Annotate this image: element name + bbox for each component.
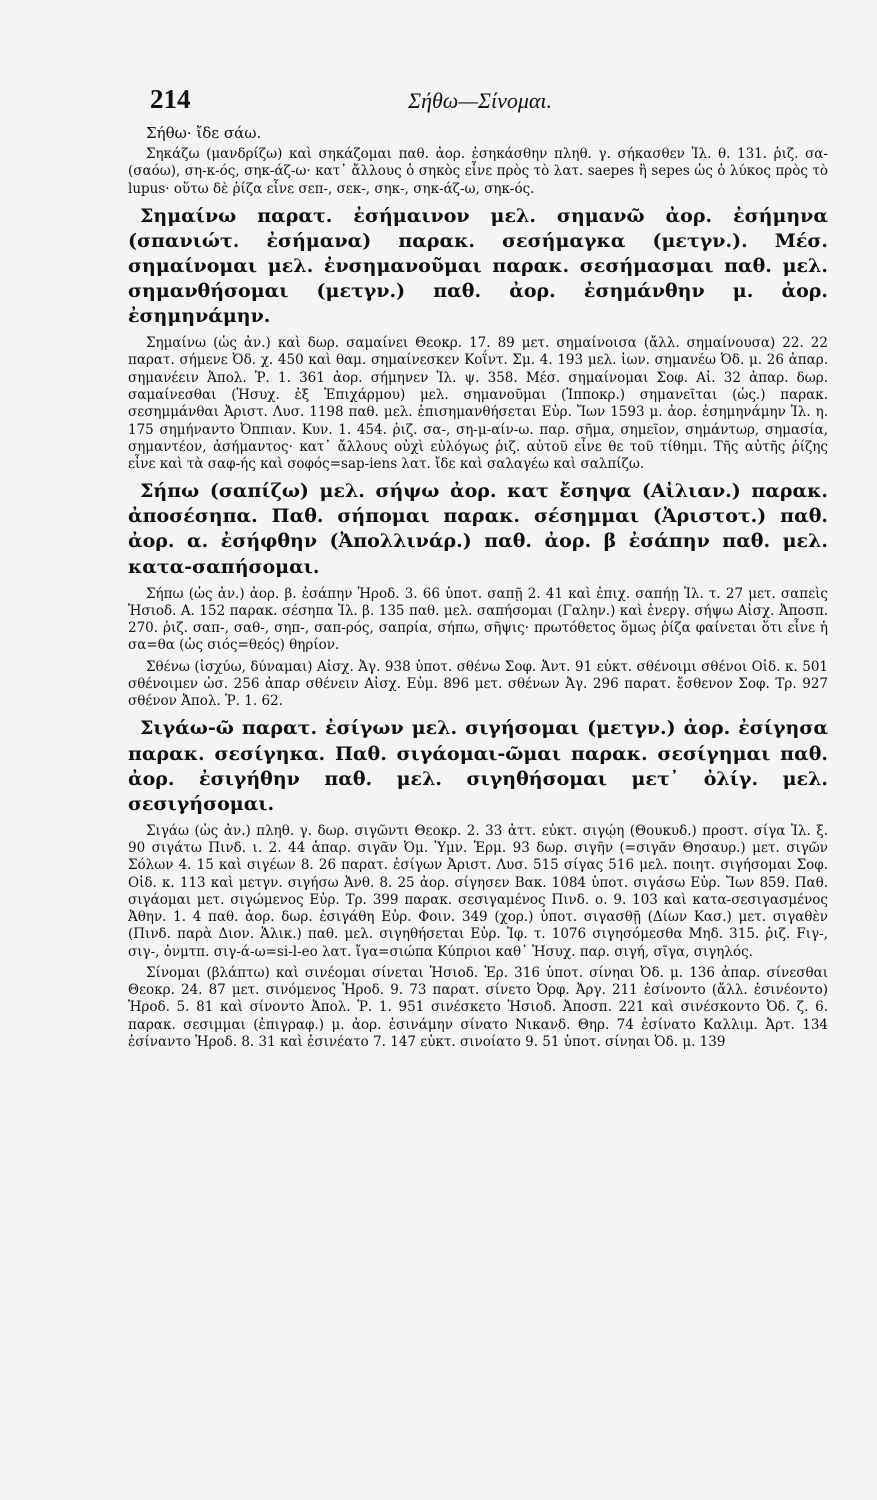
running-head — [128, 78, 828, 120]
entry-sitho: Σήθω· ἴδε σάω. — [146, 124, 262, 142]
page-number: 214 — [150, 84, 191, 114]
entry-sepo-detail: Σήπω (ὡς ἀν.) ἀορ. β. ἐσάπην Ἡροδ. 3. 66 ὑποτ. σαπῇ 2. 41 καὶ ἐπιχ. σαπήῃ Ἰλ. τ. 27 μετ. σαπεὶς Ἡσιοδ. Α. 152 παρακ. σέσηπα Ἰλ. β. 135 παθ. μελ. σαπήσομαι (Γαλην.) καὶ ἐνεργ. σήψω Αἰσχ. Ἀποσπ. 270. ῥιζ. σαπ-, σαθ-, σηπ-, σαπ-ρός, σαπρία, σήπω, σῆψις· πρωτόθετος ὅμως ῥίζα φαίνεται ὅτι εἶνε ἡ σα=θα (ὡς σιός=θεός) θηρίον. — [128, 585, 828, 654]
entry-sigao-summary: Σιγάω-ῶ παρατ. ἐσίγων μελ. σιγήσομαι (μετγν.) ἀορ. ἐσίγησα παρακ. σεσίγηκα. Παθ. σιγάομαι-ῶμαι παρακ. σεσίγημαι παθ. ἀορ. ἐσιγήθην παθ. μελ. σιγηθήσομαι μετ᾽ ὀλίγ. μελ. σεσιγήσομαι. — [128, 717, 828, 815]
entry-sepo-summary: Σήπω (σαπίζω) μελ. σήψω ἀορ. κατ ἔσηψα (Αἰλιαν.) παρακ. ἀποσέσηπα. Παθ. σήπομαι παρακ. σέσημμαι (Ἀριστοτ.) παθ. ἀορ. α. ἐσήφθην (Ἀπολλινάρ.) παθ. ἀορ. β ἐσάπην παθ. μελ. κατα-σαπήσομαι. — [128, 480, 828, 578]
entry-semaino-detail: Σημαίνω (ὡς ἀν.) καὶ δωρ. σαμαίνει Θεοκρ. 17. 89 μετ. σημαίνοισα (ἄλλ. σημαίνουσα) 22. 22 παρατ. σήμενε Ὀδ. χ. 450 καὶ θαμ. σημαίνεσκεν Κοΐντ. Σμ. 4. 193 μελ. ἰων. σημανέω Ὀδ. μ. 26 ἀπαρ. σημανέειν Ἀπολ. Ῥ. 1. 361 ἀορ. σήμηνεν Ἰλ. ψ. 358. Μέσ. σημαίνομαι Σοφ. Αἰ. 32 ἀπαρ. δωρ. σαμαίνεσθαι (Ἡσυχ. ἐξ Ἐπιχάρμου) μελ. σημανοῦμαι (Ἱπποκρ.) σημανεῖται (ὡς.) παρακ. σεσημμάνθαι Ἀριστ. Λυσ. 1198 παθ. μελ. ἐπισημανθήσεται Εὐρ. Ἴων 1593 μ. ἀορ. ἐσημηνάμην Ἰλ. η. 175 σημήναντο Ὀππιαν. Κυν. 1. 454. ῥιζ. σα-, ση-μ-αίν-ω. παρ. σῆμα, σημεῖον, σημάντωρ, σημασία, σημαντέον, ἀσήμαντος· κατ᾽ ἄλλους οὐχὶ εὐλόγως ῥιζ. αὐτοῦ εἶνε θε τοῦ τίθημι. Τῆς αὐτῆς ῥίζης εἶνε καὶ τὰ σαφ-ής καὶ σοφός=sap-iens λατ. ἴδε καὶ σαλαγέω καὶ σαλπίζω. — [128, 335, 828, 473]
entry-sinomai: Σίνομαι (βλάπτω) καὶ σινέομαι σίνεται Ἡσιοδ. Ἐρ. 316 ὑποτ. σίνηαι Ὀδ. μ. 136 ἀπαρ. σίνεσθαι Θεοκρ. 24. 87 μετ. σινόμενος Ἡροδ. 9. 73 παρατ. σίνετο Ὀρφ. Ἀργ. 211 ἐσίνοντο (ἄλλ. ἐσινέοντο) Ἡροδ. 5. 81 καὶ σίνοντο Ἀπολ. Ῥ. 1. 951 σινέσκετο Ἡσιοδ. Ἀποσπ. 221 καὶ σινέσκοντο Ὀδ. ζ. 6. παρακ. σεσιμμαι (ἐπιγραφ.) μ. ἀορ. ἐσινάμην σίνατο Νικανδ. Θηρ. 74 ἐσίνατο Καλλιμ. Ἀρτ. 134 ἐσίναντο Ἡροδ. 8. 31 καὶ ἐσινέατο 7. 147 εὐκτ. σινοίατο 9. 51 ὑποτ. σίνηαι Ὀδ. μ. 139 — [128, 964, 828, 1050]
entry-sigao-detail: Σιγάω (ὡς ἀν.) πληθ. γ. δωρ. σιγῶντι Θεοκρ. 2. 33 ἀττ. εὐκτ. σιγῴη (Θουκυδ.) προστ. σίγα Ἰλ. ξ. 90 σιγάτω Πινδ. ι. 2. 44 ἀπαρ. σιγᾶν Ὀμ. Ὑμν. Ἑρμ. 93 δωρ. σιγῆν (=σιγᾶν Θησαυρ.) μετ. σιγῶν Σόλων 4. 15 καὶ σιγέων 8. 26 παρατ. ἐσίγων Ἀριστ. Λυσ. 515 σίγας 516 μελ. ποιητ. σιγήσομαι Σοφ. Οἰδ. κ. 113 καὶ μετγν. σιγήσω Ἀνθ. 8. 25 ἀορ. σίγησεν Βακ. 1084 ὑποτ. σιγάσω Εὐρ. Ἴων 859. Παθ. σιγάομαι μετ. σιγώμενος Εὐρ. Τρ. 399 παρακ. σεσιγαμένος Πινδ. ο. 9. 103 καὶ κατα-σεσιγασμένος Ἀθην. 1. 4 παθ. ἀορ. δωρ. ἐσιγάθη Εὐρ. Φοιν. 349 (χορ.) ὑποτ. σιγασθῇ (Δίων Κασ.) μετ. σιγαθὲν (Πινδ. παρὰ Διον. Ἁλικ.) παθ. μελ. σιγηθήσεται Εὐρ. Ἰφ. τ. 1076 σιγησόμεσθα Μηδ. 315. ῥιζ. Fιγ-, σιγ-, ὀνμτπ. σιγ-ά-ω=si-l-eo λατ. ἴγα=σιώπα Κύπριοι καθ᾽ Ἡσυχ. παρ. σιγή, σῖγα, σιγηλός. — [128, 822, 828, 960]
entry-sekazo: Σηκάζω (μανδρίζω) καὶ σηκάζομαι παθ. ἀορ. ἐσηκάσθην πληθ. γ. σήκασθεν Ἰλ. θ. 131. ῥιζ. σα-(σαόω), ση-κ-ός, σηκ-άζ-ω· κατ᾽ ἄλλους ὁ σηκὸς εἶνε πρὸς τὸ λατ. saepes ἢ sepes ὡς ὁ λύκος πρὸς τὸ lupus· οὕτω δὲ ῥίζα εἶνε σεπ-, σεκ-, σηκ-, σηκ-άζ-ω, σηκ-ός. — [128, 146, 828, 197]
header-title: Σήθω—Σίνομαι. — [408, 88, 553, 113]
entry-stheno: Σθένω (ἰσχύω, δύναμαι) Αἰσχ. Ἀγ. 938 ὑποτ. σθένω Σοφ. Ἀντ. 91 εὐκτ. σθένοιμι σθένοι Οἰδ. κ. 501 σθένοιμεν ὡσ. 256 ἀπαρ σθένειν Αἰσχ. Εὐμ. 896 μετ. σθένων Ἀγ. 296 παρατ. ἔσθενον Σοφ. Τρ. 927 σθένον Ἀπολ. Ῥ. 1. 62. — [128, 658, 828, 710]
page-content — [128, 78, 828, 1055]
entry-semaino-summary: Σημαίνω παρατ. ἐσήμαινον μελ. σημανῶ ἀορ. ἐσήμηνα (σπανιώτ. ἐσήμανα) παρακ. σεσήμαγκα (μετγν.). Μέσ. σημαίνομαι μελ. ἐνσημανοῦμαι παρακ. σεσήμασμαι παθ. μελ. σημανθήσομαι (μετγν.) παθ. ἀορ. ἐσημάνθην μ. ἀορ. ἐσημηνάμην. — [128, 204, 828, 328]
